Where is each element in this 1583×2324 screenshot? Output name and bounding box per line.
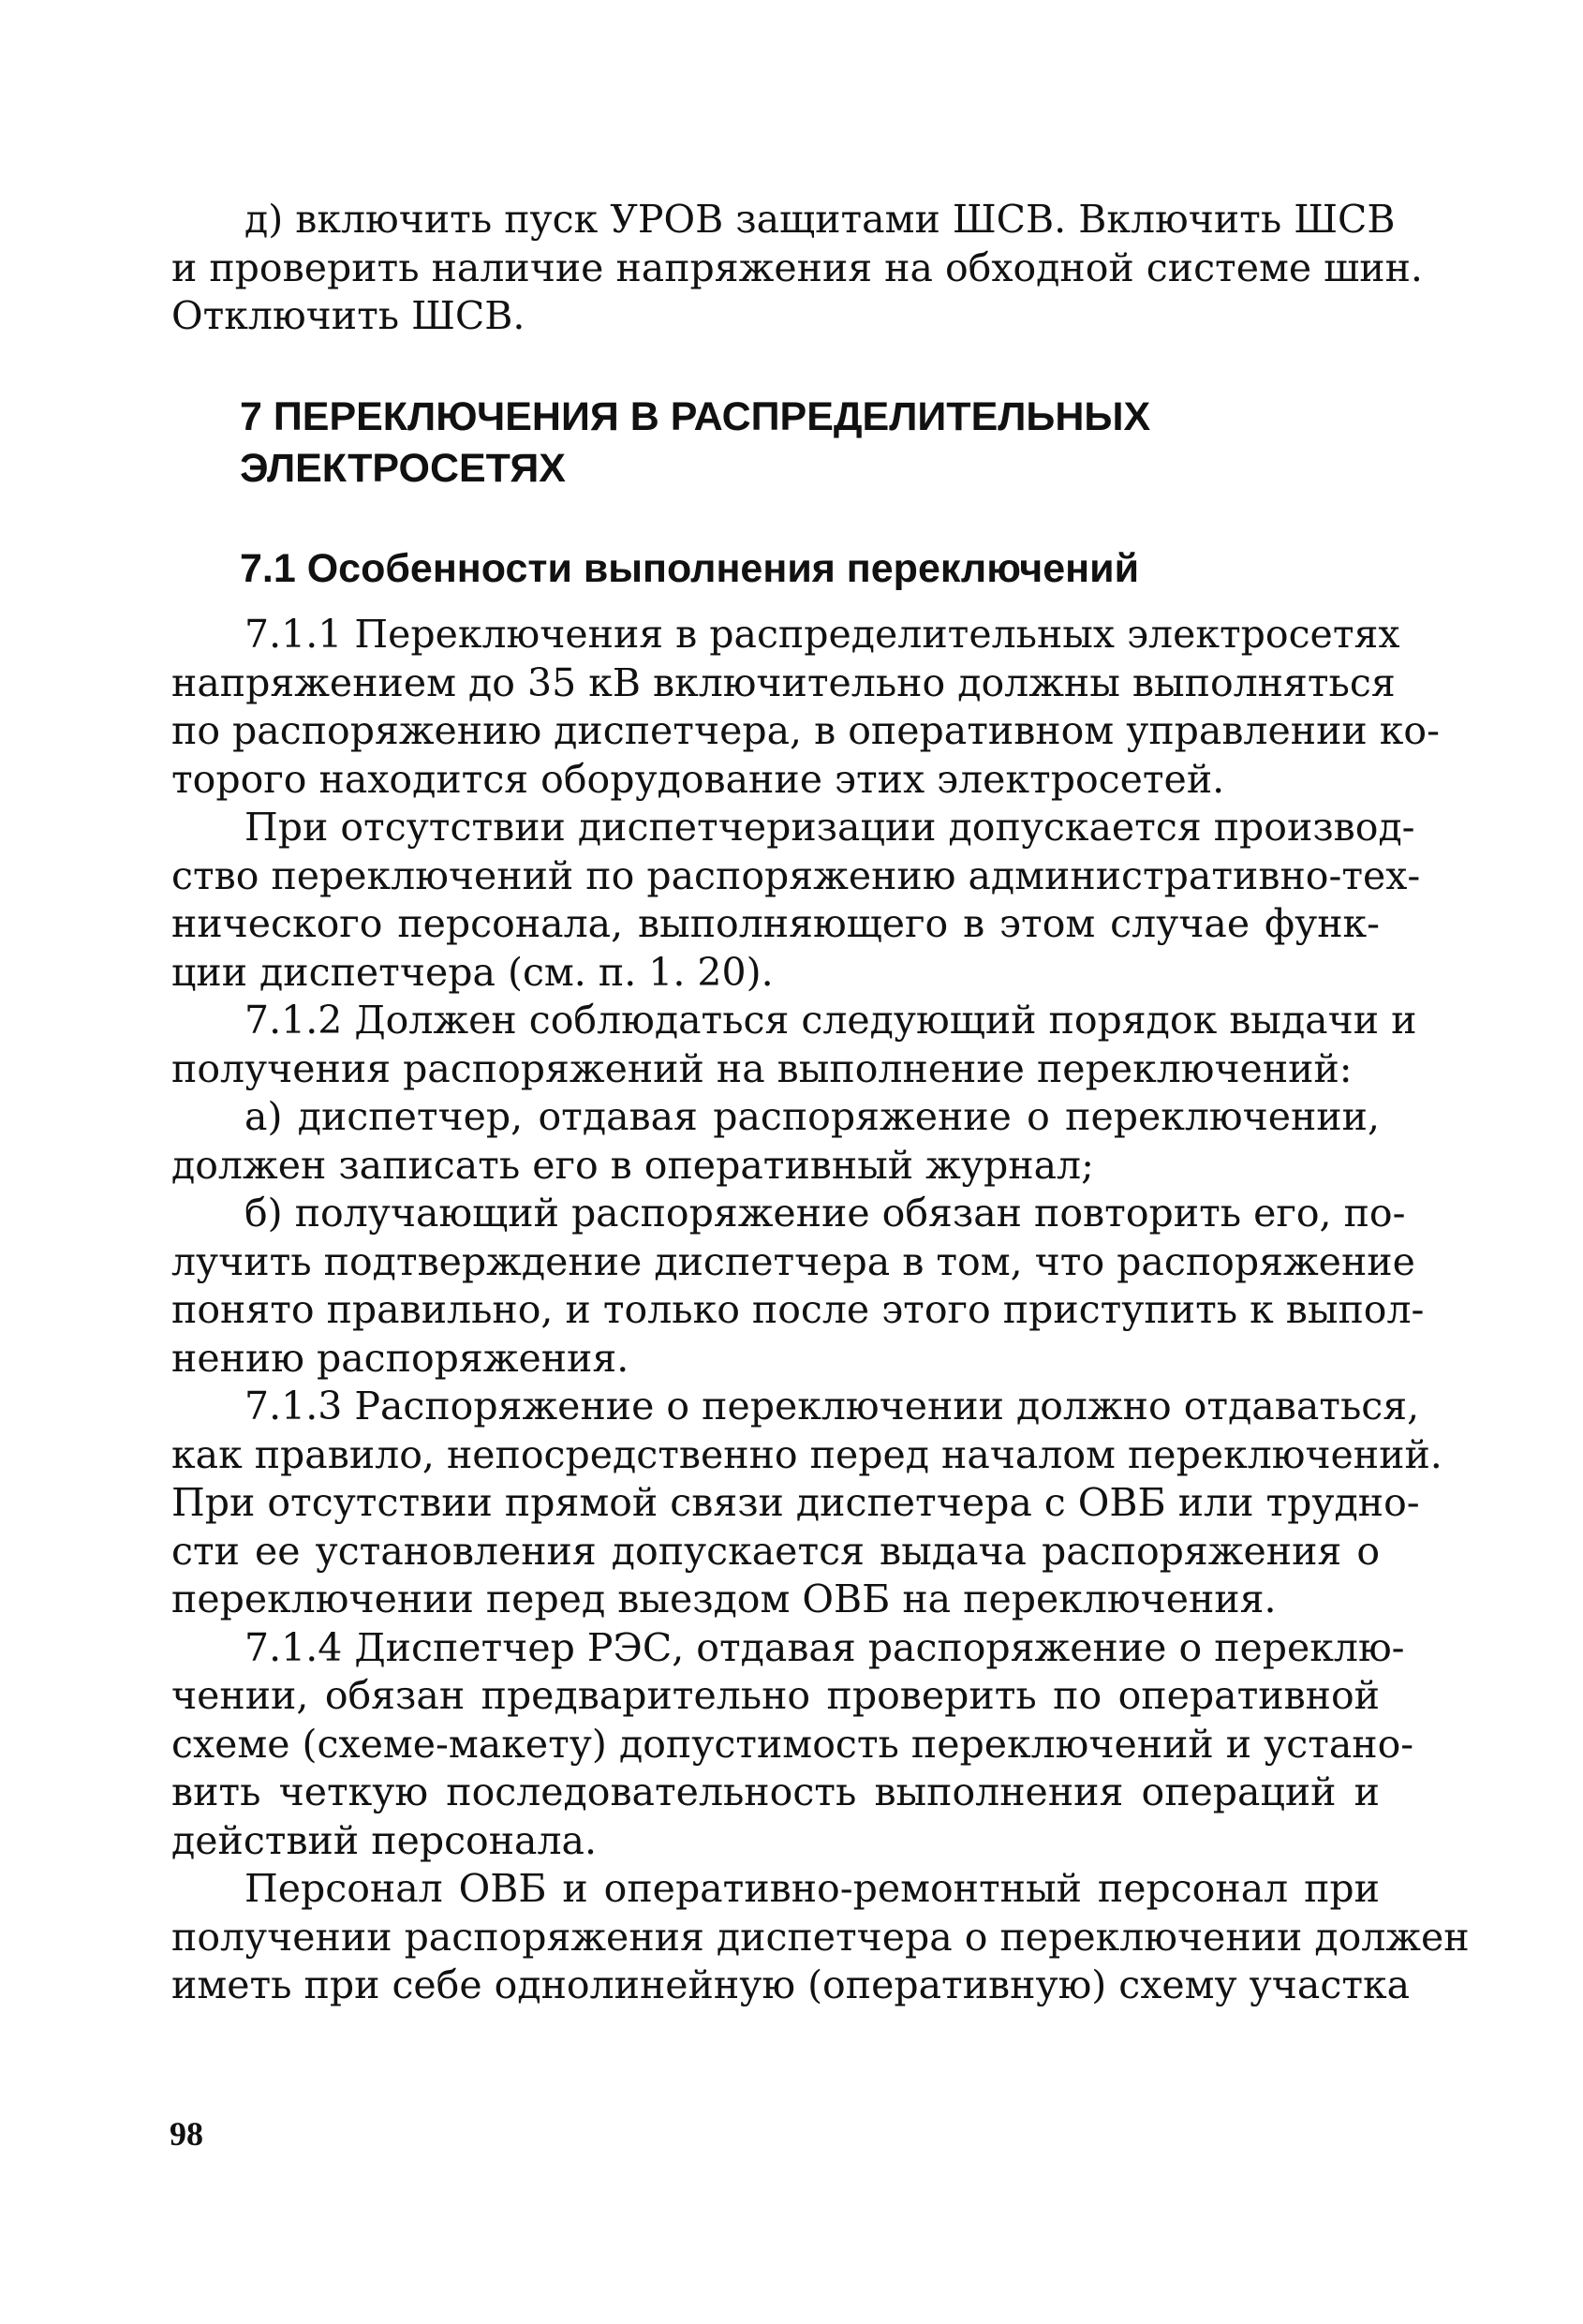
text-line: 7.1.2 Должен соблюдаться следующий порядок выдачи и <box>244 998 1417 1043</box>
section-heading: 7.1 Особенности выполнения переключений <box>240 546 1140 591</box>
text-line: нического персонала, выполняющего в этом случае функ- <box>171 901 1380 946</box>
text-line: переключении перед выездом ОВБ на переключения. <box>171 1576 1277 1621</box>
text-line: иметь при себе однолинейную (оперативную) схему участка <box>171 1962 1411 2007</box>
text-line: вить четкую последовательность выполнения операций и <box>171 1769 1380 1814</box>
body-text <box>171 611 1470 2010</box>
text-line: а) диспетчер, отдавая распоряжение о переключении, <box>244 1094 1380 1139</box>
text-line: лучить подтверждение диспетчера в том, что распоряжение <box>171 1238 1415 1284</box>
text-line: ции диспетчера (см. п. 1. 20). <box>171 949 774 995</box>
text-line: При отсутствии прямой связи диспетчера с ОВБ или трудно- <box>171 1480 1420 1525</box>
text-line: чении, обязан предварительно проверить по оперативной <box>171 1673 1380 1718</box>
text-line: Персонал ОВБ и оперативно-ремонтный персонал при <box>244 1866 1380 1911</box>
text-line: получения распоряжений на выполнение переключений: <box>171 1045 1353 1091</box>
text-line: 7.1.1 Переключения в распределительных электросетях <box>244 612 1400 657</box>
text-line: Отключить ШСВ. <box>171 293 525 338</box>
text-line: схеме (схеме-макету) допустимость переключений и устано- <box>171 1721 1414 1767</box>
text-line: получении распоряжения диспетчера о переключении должен <box>171 1914 1470 1960</box>
text-line: торого находится оборудование этих электросетей. <box>171 756 1225 802</box>
text-line: понято правильно, и только после этого приступить к выпол- <box>171 1287 1425 1332</box>
text-line: напряжением до 35 кВ включительно должны выполняться <box>171 659 1396 705</box>
text-line: При отсутствии диспетчеризации допускается производ- <box>244 805 1415 850</box>
text-line: по распоряжению диспетчера, в оперативном управлении ко- <box>171 708 1440 753</box>
text-line: должен записать его в оперативный журнал; <box>171 1142 1094 1188</box>
text-line: действий персонала. <box>171 1817 598 1863</box>
text-line: как правило, непосредственно перед началом переключений. <box>171 1431 1442 1477</box>
intro-paragraph <box>171 196 1423 341</box>
text-line: ство переключений по распоряжению административно-тех- <box>171 852 1421 898</box>
text-line: д) включить пуск УРОВ защитами ШСВ. Включить ШСВ <box>244 197 1396 242</box>
chapter-heading-line: ЭЛЕКТРОСЕТЯХ <box>240 446 566 491</box>
text-line: сти ее установления допускается выдача распоряжения о <box>171 1528 1380 1574</box>
text-line: и проверить наличие напряжения на обходной системе шин. <box>171 244 1423 290</box>
text-line: б) получающий распоряжение обязан повторить его, по- <box>244 1191 1406 1236</box>
page-number: 98 <box>170 2115 203 2153</box>
text-line: нению распоряжения. <box>171 1335 629 1381</box>
chapter-heading-line: 7 ПЕРЕКЛЮЧЕНИЯ В РАСПРЕДЕЛИТЕЛЬНЫХ <box>240 394 1151 439</box>
text-line: 7.1.3 Распоряжение о переключении должно отдаваться, <box>244 1384 1420 1428</box>
chapter-heading <box>240 392 1150 495</box>
text-line: 7.1.4 Диспетчер РЭС, отдавая распоряжение о переклю- <box>244 1624 1405 1670</box>
